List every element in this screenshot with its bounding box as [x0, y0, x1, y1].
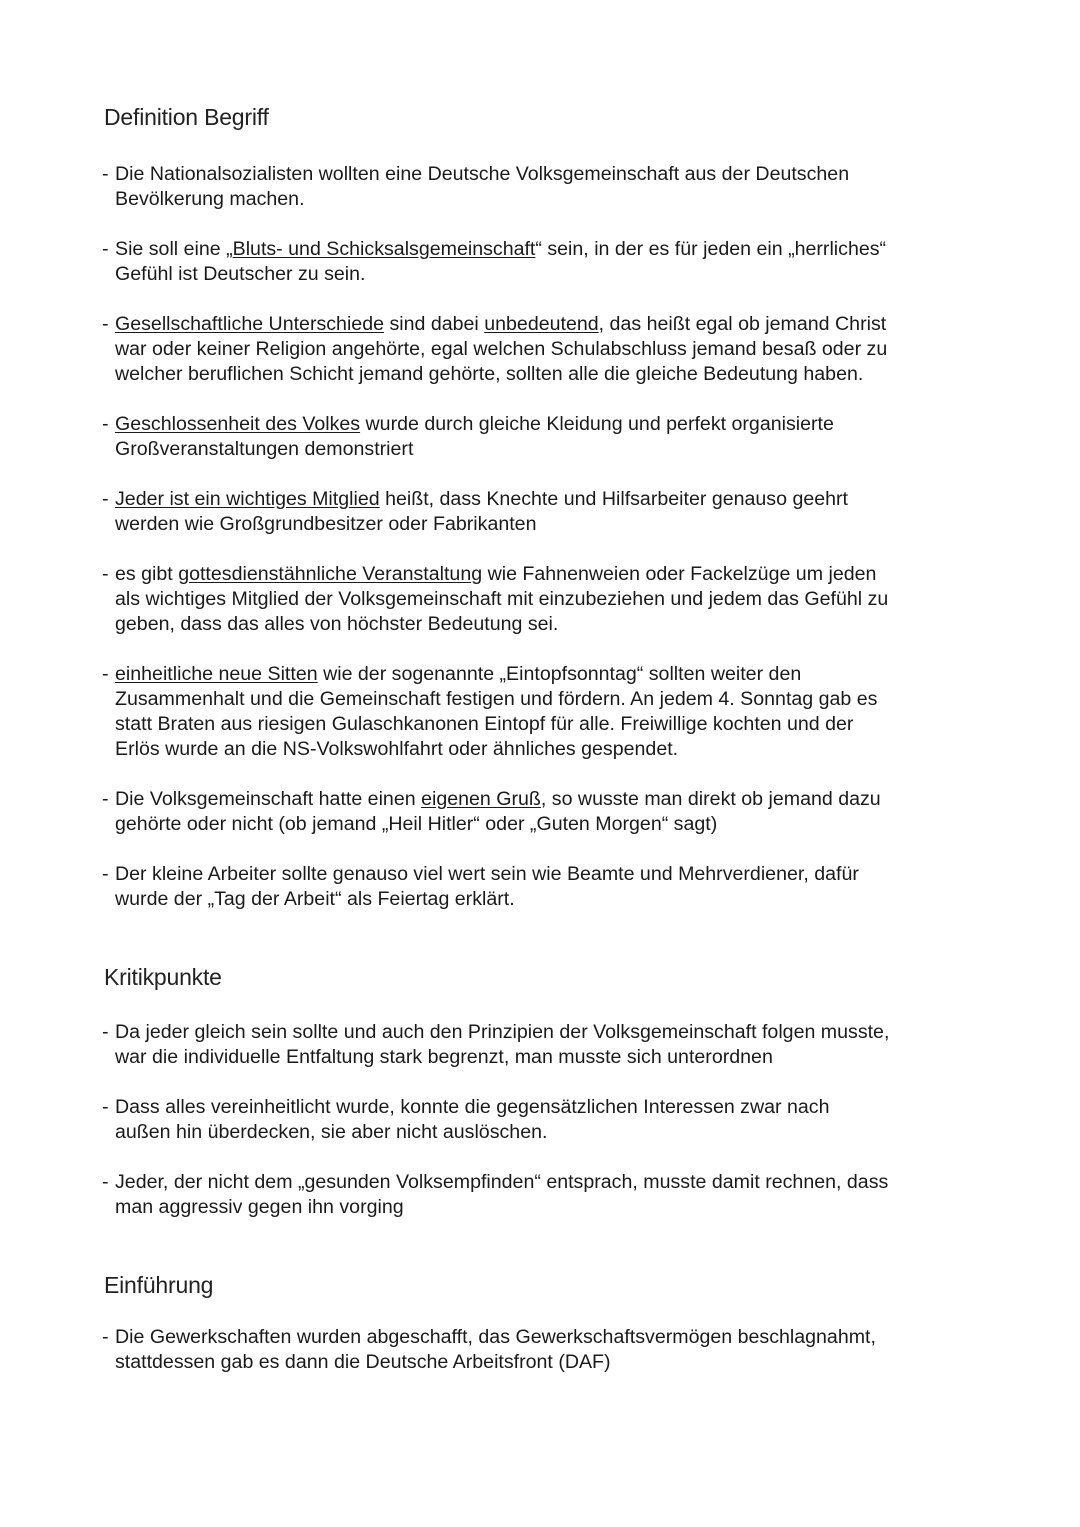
bullet-dash: - [102, 313, 109, 335]
text-line [102, 562, 1002, 587]
text-segment: Da jeder gleich sein sollte und auch den Prinzipien der Volksgemeinschaft folgen musste, [115, 1021, 890, 1043]
bullet-dash: - [102, 663, 109, 685]
text-line [102, 237, 1002, 262]
bullet-item [102, 1170, 1002, 1220]
bullet-item [102, 237, 1002, 287]
bullet-dash: - [102, 788, 109, 810]
bullet-item [102, 787, 1002, 837]
text-line [102, 1350, 1002, 1375]
text-segment: sind dabei [384, 313, 485, 335]
text-line [102, 887, 1002, 912]
text-line [102, 162, 1002, 187]
text-segment: wie Fahnenweien oder Fackelzüge um jeden [482, 563, 877, 585]
text-line [102, 862, 1002, 887]
text-segment: Die Gewerkschaften wurden abgeschafft, das Gewerkschaftsvermögen beschlagnahmt, [115, 1326, 876, 1348]
text-line [102, 612, 1002, 637]
bullet-item [102, 662, 1002, 762]
text-line [102, 787, 1002, 812]
text-segment: wurde durch gleiche Kleidung und perfekt organisierte [360, 413, 834, 435]
section-heading: Kritikpunkte [104, 964, 222, 990]
text-line [102, 662, 1002, 687]
text-segment: stattdessen gab es dann die Deutsche Arbeitsfront (DAF) [115, 1351, 611, 1373]
text-line [102, 687, 1002, 712]
text-segment: als wichtiges Mitglied der Volksgemeinschaft mit einzubeziehen und jedem das Gefühl zu [115, 588, 889, 610]
underlined-term: unbedeutend [484, 313, 599, 335]
bullet-dash: - [102, 488, 109, 510]
text-segment: statt Braten aus riesigen Gulaschkanonen Eintopf für alle. Freiwillige kochten und der [115, 713, 854, 735]
text-segment: Die Nationalsozialisten wollten eine Deutsche Volksgemeinschaft aus der Deutschen [115, 163, 850, 185]
text-segment: Die Volksgemeinschaft hatte einen [115, 788, 422, 810]
text-segment: Dass alles vereinheitlicht wurde, konnte die gegensätzlichen Interessen zwar nach [115, 1096, 830, 1118]
text-line [102, 1325, 1002, 1350]
text-segment: Erlös wurde an die NS-Volkswohlfahrt oder ähnliches gespendet. [115, 738, 679, 760]
bullet-item [102, 487, 1002, 537]
bullet-dash: - [102, 413, 109, 435]
text-line [102, 712, 1002, 737]
bullet-item [102, 1325, 1002, 1375]
section-heading: Definition Begriff [104, 104, 269, 130]
text-segment: Gefühl ist Deutscher zu sein. [115, 263, 366, 285]
text-segment: , so wusste man direkt ob jemand dazu [540, 788, 881, 810]
text-segment: “ sein, in der es für jeden ein „herrliches“ [535, 238, 887, 260]
bullet-dash: - [102, 1096, 109, 1118]
text-segment: es gibt [115, 563, 179, 585]
bullet-item [102, 312, 1002, 387]
text-line [102, 1195, 1002, 1220]
text-segment: Großveranstaltungen demonstriert [115, 438, 414, 460]
text-line [102, 262, 1002, 287]
bullet-item [102, 562, 1002, 637]
text-segment: welcher beruflichen Schicht jemand gehörte, sollten alle die gleiche Bedeutung haben. [115, 363, 864, 385]
text-line [102, 1170, 1002, 1195]
bullet-dash: - [102, 863, 109, 885]
text-line [102, 312, 1002, 337]
text-segment: man aggressiv gegen ihn vorging [115, 1196, 404, 1218]
section-heading: Einführung [104, 1272, 214, 1298]
bullet-item [102, 1020, 1002, 1070]
bullet-dash: - [102, 1326, 109, 1348]
text-line [102, 362, 1002, 387]
underlined-term: gottesdienstähnliche Veranstaltung [178, 563, 483, 585]
bullet-dash: - [102, 1171, 109, 1193]
text-segment: außen hin überdecken, sie aber nicht auslöschen. [115, 1121, 548, 1143]
underlined-term: Geschlossenheit des Volkes [115, 413, 361, 435]
bullet-dash: - [102, 1021, 109, 1043]
text-line [102, 1020, 1002, 1045]
bullet-dash: - [102, 238, 109, 260]
bullet-dash: - [102, 563, 109, 585]
text-line [102, 412, 1002, 437]
bullet-dash: - [102, 163, 109, 185]
text-segment: Zusammenhalt und die Gemeinschaft festigen und fördern. An jedem 4. Sonntag gab es [115, 688, 878, 710]
text-segment: Bevölkerung machen. [115, 188, 305, 210]
text-segment: wie der sogenannte „Eintopfsonntag“ sollten weiter den [317, 663, 802, 685]
text-segment: gehörte oder nicht (ob jemand „Heil Hitler“ oder „Guten Morgen“ sagt) [115, 813, 718, 835]
text-segment: wurde der „Tag der Arbeit“ als Feiertag erklärt. [115, 888, 515, 910]
bullet-item [102, 862, 1002, 912]
text-segment: Sie soll eine „ [115, 238, 233, 260]
underlined-term: Gesellschaftliche Unterschiede [115, 313, 385, 335]
bullet-item [102, 1095, 1002, 1145]
text-line [102, 1045, 1002, 1070]
text-line [102, 187, 1002, 212]
text-line [102, 487, 1002, 512]
underlined-term: einheitliche neue Sitten [115, 663, 318, 685]
underlined-term: eigenen Gruß [421, 788, 541, 810]
text-line [102, 437, 1002, 462]
text-segment: war oder keiner Religion angehörte, egal welchen Schulabschluss jemand besaß oder zu [115, 338, 888, 360]
text-segment: , das heißt egal ob jemand Christ [598, 313, 887, 335]
underlined-term: Bluts- und Schicksalsgemeinschaft [232, 238, 536, 260]
underlined-term: Jeder ist ein wichtiges Mitglied [115, 488, 380, 510]
text-segment: werden wie Großgrundbesitzer oder Fabrikanten [115, 513, 537, 535]
text-line [102, 587, 1002, 612]
text-segment: heißt, dass Knechte und Hilfsarbeiter genauso geehrt [379, 488, 848, 510]
text-line [102, 1120, 1002, 1145]
text-line [102, 812, 1002, 837]
text-line [102, 512, 1002, 537]
text-line [102, 1095, 1002, 1120]
text-line [102, 737, 1002, 762]
text-segment: geben, dass das alles von höchster Bedeutung sei. [115, 613, 559, 635]
text-segment: war die individuelle Entfaltung stark begrenzt, man musste sich unterordnen [115, 1046, 773, 1068]
bullet-item [102, 412, 1002, 462]
text-segment: Der kleine Arbeiter sollte genauso viel wert sein wie Beamte und Mehrverdiener, dafür [115, 863, 859, 885]
text-line [102, 337, 1002, 362]
bullet-item [102, 162, 1002, 212]
text-segment: Jeder, der nicht dem „gesunden Volksempfinden“ entsprach, musste damit rechnen, dass [115, 1171, 889, 1193]
